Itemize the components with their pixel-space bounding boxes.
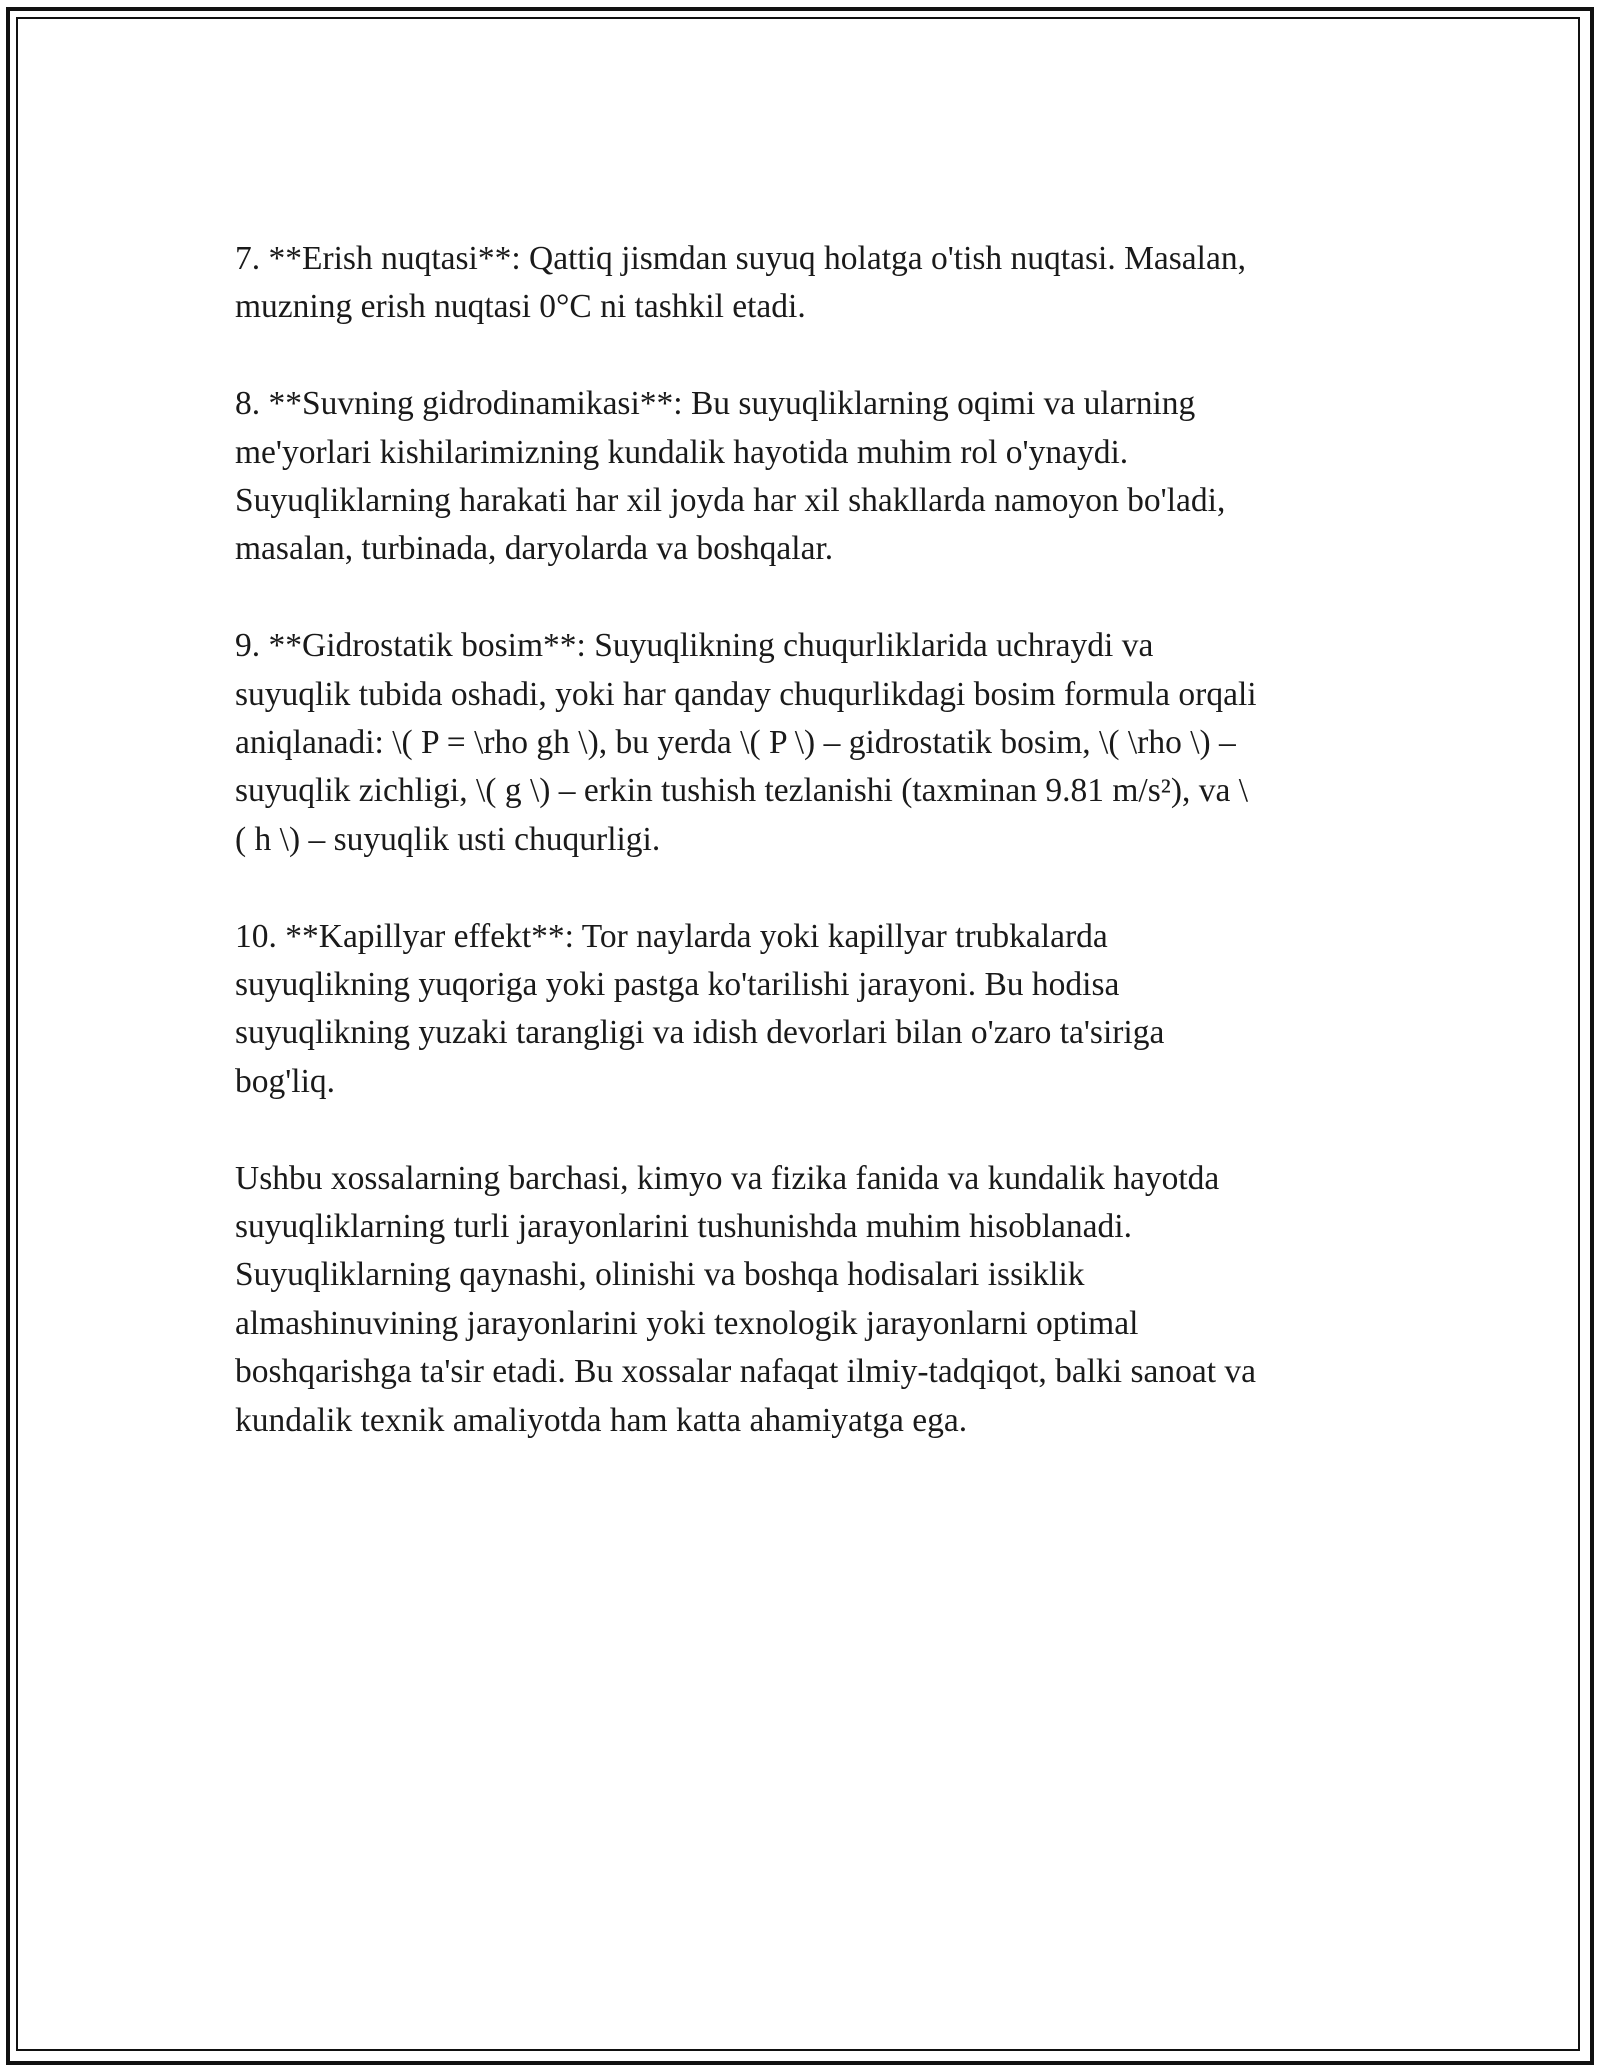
text-line: 8. **Suvning gidrodinamikasi**: Bu suyuqliklarning oqimi va ularning xyxy=(235,385,1196,423)
text-line: aniqlanadi: \( P = \rho gh \), bu yerda \( P \) – gidrostatik bosim, \( \rho \) – xyxy=(235,724,1236,762)
text-line: suyuqliklarning turli jarayonlarini tushunishda muhim hisoblanadi. xyxy=(235,1208,1132,1246)
text-line: Ushbu xossalarning barchasi, kimyo va fizika fanida va kundalik hayotda xyxy=(235,1159,1220,1197)
text-line: ( h \) – suyuqlik usti chuqurligi. xyxy=(235,820,661,858)
paragraph-gidrodinamika xyxy=(235,380,1365,574)
text-line: 9. **Gidrostatik bosim**: Suyuqlikning chuqurliklarida uchraydi va xyxy=(235,627,1154,665)
paragraph-kapillyar-effekt xyxy=(235,913,1365,1107)
text-line: 7. **Erish nuqtasi**: Qattiq jismdan suyuq holatga o'tish nuqtasi. Masalan, xyxy=(235,240,1246,277)
text-line: Suyuqliklarning harakati har xil joyda har xil shakllarda namoyon bo'ladi, xyxy=(235,482,1226,520)
paragraph-conclusion xyxy=(235,1155,1365,1445)
text-line: Suyuqliklarning qaynashi, olinishi va boshqa hodisalari issiklik xyxy=(235,1256,1085,1294)
text-line: masalan, turbinada, daryolarda va boshqalar. xyxy=(235,530,834,568)
text-line: muzning erish nuqtasi 0°C ni tashkil etadi. xyxy=(235,288,806,326)
text-line: kundalik texnik amaliyotda ham katta ahamiyatga ega. xyxy=(235,1401,968,1439)
text-line: 10. **Kapillyar effekt**: Tor naylarda yoki kapillyar trubkalarda xyxy=(235,917,1108,955)
text-line: suyuqlikning yuqoriga yoki pastga ko'tarilishi jarayoni. Bu hodisa xyxy=(235,966,1120,1004)
text-line: suyuqlikning yuzaki tarangligi va idish devorlari bilan o'zaro ta'siriga xyxy=(235,1014,1165,1052)
text-line: bog'liq. xyxy=(235,1062,336,1100)
document-body xyxy=(235,235,1365,1493)
text-line: suyuqlik tubida oshadi, yoki har qanday chuqurlikdagi bosim formula orqali xyxy=(235,675,1257,713)
text-line: boshqarishga ta'sir etadi. Bu xossalar nafaqat ilmiy-tadqiqot, balki sanoat va xyxy=(235,1353,1257,1391)
text-line: almashinuvining jarayonlarini yoki texnologik jarayonlarni optimal xyxy=(235,1304,1139,1342)
text-line: me'yorlari kishilarimizning kundalik hayotida muhim rol o'ynaydi. xyxy=(235,433,1129,471)
paragraph-gidrostatik-bosim xyxy=(235,622,1365,864)
paragraph-erish-nuqtasi xyxy=(235,235,1365,332)
text-line: suyuqlik zichligi, \( g \) – erkin tushish tezlanishi (taxminan 9.81 m/s²), va \ xyxy=(235,772,1249,810)
